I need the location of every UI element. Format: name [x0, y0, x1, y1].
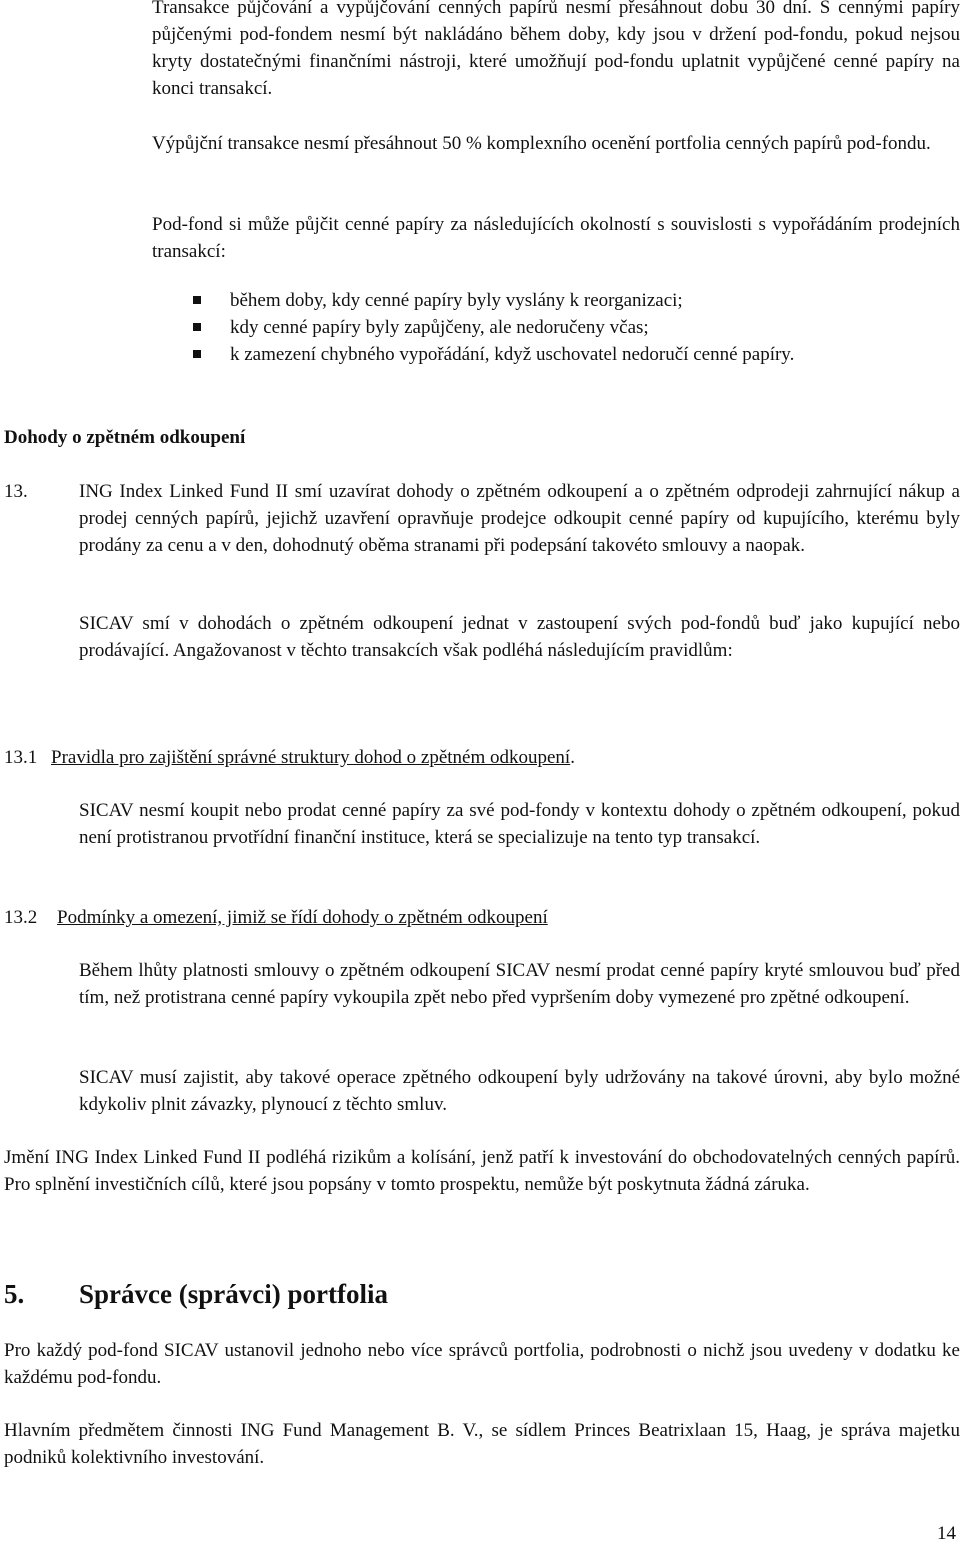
square-bullet-icon	[193, 323, 201, 331]
borrowing-circumstances-paragraph: Pod-fond si může půjčit cenné papíry za následujících okolností s souvislosti s vypořádáním prodejních transakcí:	[152, 214, 960, 262]
square-bullet-icon	[193, 350, 201, 358]
chapter-5-title: Správce (správci) portfolia	[79, 1279, 388, 1309]
counterparty-paragraph: SICAV nesmí koupit nebo prodat cenné papíry za své pod-fondy v kontextu dohody o zpětném odkoupení, pokud není protistranou prvotřídní finanční instituce, která se specializuje na tento typ transakcí.	[79, 800, 960, 848]
repo-section-heading: Dohody o zpětném odkoupení	[4, 427, 246, 448]
section-number-13: 13.	[4, 481, 28, 502]
list-item: kdy cenné papíry byly zapůjčeny, ale nedoručeny včas;	[190, 314, 950, 341]
borrowing-limit-paragraph: Výpůjční transakce nesmí přesáhnout 50 % komplexního ocenění portfolia cenných papírů pod-fondu.	[152, 133, 931, 154]
section-number-13-2: 13.2	[4, 907, 38, 928]
list-item: během doby, kdy cenné papíry byly vyslány k reorganizaci;	[190, 287, 950, 314]
repo-agreements-paragraph: ING Index Linked Fund II smí uzavírat dohody o zpětném odkoupení a o zpětném odprodeji zahrnující nákup a prodej cenných papírů, jejichž uzavření opravňuje prodejce odkoupit cenné papíry od kupujícího, kterému byly prodány za cenu a v den, dohodnutý oběma stranami při podepsání takovéto smlouvy a naopak.	[79, 481, 960, 556]
ing-fund-management-paragraph: Hlavním předmětem činnosti ING Fund Management B. V., se sídlem Princes Beatrixlaan 15, Haag, je správa majetku podniků kolektivního investování.	[4, 1420, 960, 1468]
subsection-13-2-heading: Podmínky a omezení, jimiž se řídí dohody o zpětném odkoupení	[57, 907, 548, 928]
sicav-repo-role-paragraph: SICAV smí v dohodách o zpětném odkoupení jednat v zastoupení svých pod-fondů buď jako kupující nebo prodávající. Angažovanost v těchto transakcích však podléhá následujícím pravidlům:	[79, 613, 960, 661]
circumstances-list	[190, 287, 950, 368]
page-number: 14	[937, 1523, 956, 1544]
list-item: k zamezení chybného vypořádání, když uschovatel nedoručí cenné papíry.	[190, 341, 950, 368]
chapter-5-number: 5.	[4, 1279, 25, 1309]
lending-duration-paragraph: Transakce půjčování a vypůjčování cenných papírů nesmí přesáhnout dobu 30 dní. S cennými papíry půjčenými pod-fondem nesmí být nakládáno během doby, kdy jsou v držení pod-fondu, pokud nejsou kryty dostatečnými finančními nástroji, které umožňují pod-fondu uplatnit vypůjčené cenné papíry na konci transakcí.	[152, 0, 960, 99]
risk-paragraph: Jmění ING Index Linked Fund II podléhá rizikům a kolísání, jenž patří k investování do obchodovatelných cenných papírů. Pro splnění investičních cílů, které jsou popsány v tomto prospektu, nemůže být poskytnuta žádná záruka.	[4, 1147, 960, 1195]
subsection-13-1-heading: Pravidla pro zajištění správné struktury dohod o zpětném odkoupení.	[51, 747, 575, 768]
square-bullet-icon	[193, 296, 201, 304]
repo-term-restriction-paragraph: Během lhůty platnosti smlouvy o zpětném odkoupení SICAV nesmí prodat cenné papíry kryté smlouvou buď před tím, než protistrana cenné papíry vykoupila zpět nebo před vypršením doby vymezené pro zpětné odkoupení.	[79, 960, 960, 1008]
repo-level-paragraph: SICAV musí zajistit, aby takové operace zpětného odkoupení byly udržovány na takové úrovni, aby bylo možné kdykoliv plnit závazky, plynoucí z těchto smluv.	[79, 1067, 960, 1115]
section-number-13-1: 13.1	[4, 747, 38, 768]
portfolio-managers-paragraph: Pro každý pod-fond SICAV ustanovil jednoho nebo více správců portfolia, podrobnosti o nichž jsou uvedeny v dodatku ke každému pod-fondu.	[4, 1340, 960, 1388]
